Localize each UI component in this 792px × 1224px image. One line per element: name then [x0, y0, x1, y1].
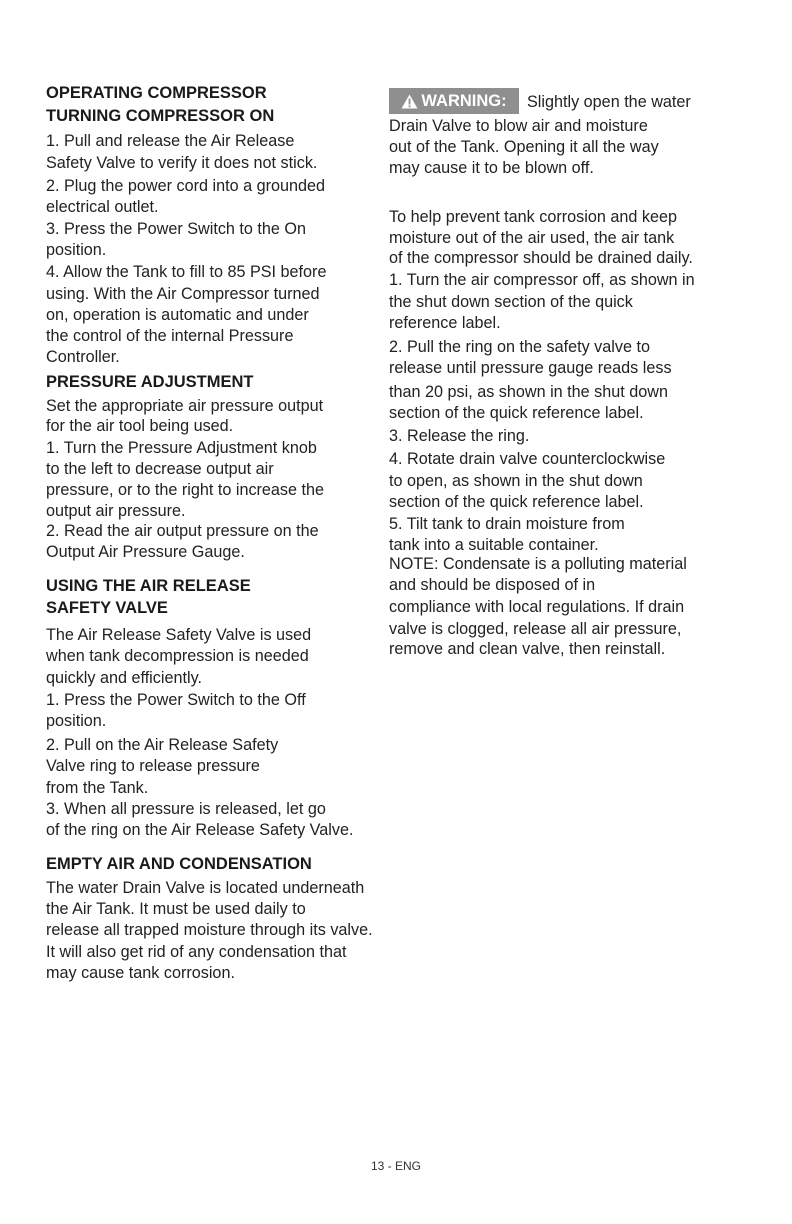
paragraph-line: position. [46, 712, 107, 730]
paragraph-line: quickly and efficiently. [46, 669, 202, 687]
paragraph-line: 2. Pull the ring on the safety valve to [389, 338, 650, 356]
paragraph-line: moisture out of the air used, the air tank [389, 229, 675, 247]
paragraph-line: Output Air Pressure Gauge. [46, 543, 245, 561]
paragraph-line: 4. Rotate drain valve counterclockwise [389, 450, 666, 468]
paragraph-line: Safety Valve to verify it does not stick. [46, 154, 318, 172]
paragraph-line: for the air tool being used. [46, 417, 234, 435]
paragraph-line: using. With the Air Compressor turned [46, 285, 320, 303]
paragraph-line: position. [46, 241, 107, 259]
paragraph-line: the Air Tank. It must be used daily to [46, 900, 306, 918]
paragraph-line: compliance with local regulations. If drain [389, 598, 685, 616]
paragraph-line: 4. Allow the Tank to fill to 85 PSI before [46, 263, 327, 281]
paragraph-line: It will also get rid of any condensation that [46, 943, 347, 961]
paragraph-line: than 20 psi, as shown in the shut down [389, 383, 668, 401]
paragraph-line: release until pressure gauge reads less [389, 359, 672, 377]
paragraph-line: when tank decompression is needed [46, 647, 309, 665]
paragraph-line: output air pressure. [46, 502, 186, 520]
paragraph-line: 2. Plug the power cord into a grounded [46, 177, 325, 195]
paragraph-line: The Air Release Safety Valve is used [46, 626, 312, 644]
paragraph-line: 1. Press the Power Switch to the Off [46, 691, 306, 709]
paragraph-line: valve is clogged, release all air pressure, [389, 620, 682, 638]
safety-valve-heading: USING THE AIR RELEASE [46, 577, 251, 595]
warning-first-line: Slightly open the water [527, 93, 691, 111]
paragraph-line: and should be disposed of in [389, 576, 596, 594]
paragraph-line: 2. Read the air output pressure on the [46, 522, 319, 540]
paragraph-line: on, operation is automatic and under [46, 306, 309, 324]
paragraph-line: 1. Pull and release the Air Release [46, 132, 295, 150]
safety-valve-heading: SAFETY VALVE [46, 599, 168, 617]
paragraph-line: Set the appropriate air pressure output [46, 397, 324, 415]
paragraph-line: 3. When all pressure is released, let go [46, 800, 326, 818]
paragraph-line: of the compressor should be drained daily. [389, 249, 693, 267]
paragraph-line: Valve ring to release pressure [46, 757, 260, 775]
paragraph-line: pressure, or to the right to increase the [46, 481, 325, 499]
paragraph-line: to the left to decrease output air [46, 460, 274, 478]
paragraph-line: The water Drain Valve is located underneath [46, 879, 365, 897]
paragraph-line: Controller. [46, 348, 120, 366]
paragraph-line: section of the quick reference label. [389, 404, 644, 422]
pressure-adjustment-heading: PRESSURE ADJUSTMENT [46, 373, 254, 391]
paragraph-line: 3. Press the Power Switch to the On [46, 220, 307, 238]
paragraph-line: electrical outlet. [46, 198, 159, 216]
paragraph-line: may cause tank corrosion. [46, 964, 235, 982]
paragraph-line: section of the quick reference label. [389, 493, 644, 511]
empty-air-heading: EMPTY AIR AND CONDENSATION [46, 855, 312, 873]
paragraph-line: tank into a suitable container. [389, 536, 599, 554]
paragraph-line: the shut down section of the quick [389, 293, 633, 311]
paragraph-line: to open, as shown in the shut down [389, 472, 643, 490]
paragraph-line: 1. Turn the Pressure Adjustment knob [46, 439, 317, 457]
paragraph-line: remove and clean valve, then reinstall. [389, 640, 666, 658]
paragraph-line: the control of the internal Pressure [46, 327, 294, 345]
operating-compressor-heading: OPERATING COMPRESSOR [46, 84, 267, 102]
paragraph-line: 3. Release the ring. [389, 427, 530, 445]
paragraph-line: reference label. [389, 314, 501, 332]
warning-label: WARNING: [421, 91, 507, 110]
paragraph-line: 2. Pull on the Air Release Safety [46, 736, 279, 754]
paragraph-line: 1. Turn the air compressor off, as shown in [389, 271, 695, 289]
warning-triangle-icon [401, 94, 418, 109]
turning-on-heading: TURNING COMPRESSOR ON [46, 107, 275, 125]
warning-badge [389, 88, 519, 114]
warning-line: may cause it to be blown off. [389, 159, 594, 177]
paragraph-line: of the ring on the Air Release Safety Valve. [46, 821, 354, 839]
page-number: 13 - ENG [370, 1159, 421, 1173]
paragraph-line: release all trapped moisture through its valve. [46, 921, 373, 939]
warning-line: Drain Valve to blow air and moisture [389, 117, 648, 135]
paragraph-line: from the Tank. [46, 779, 149, 797]
paragraph-line: To help prevent tank corrosion and keep [389, 208, 677, 226]
paragraph-line: NOTE: Condensate is a polluting material [389, 555, 687, 573]
warning-line: out of the Tank. Opening it all the way [389, 138, 659, 156]
paragraph-line: 5. Tilt tank to drain moisture from [389, 515, 625, 533]
